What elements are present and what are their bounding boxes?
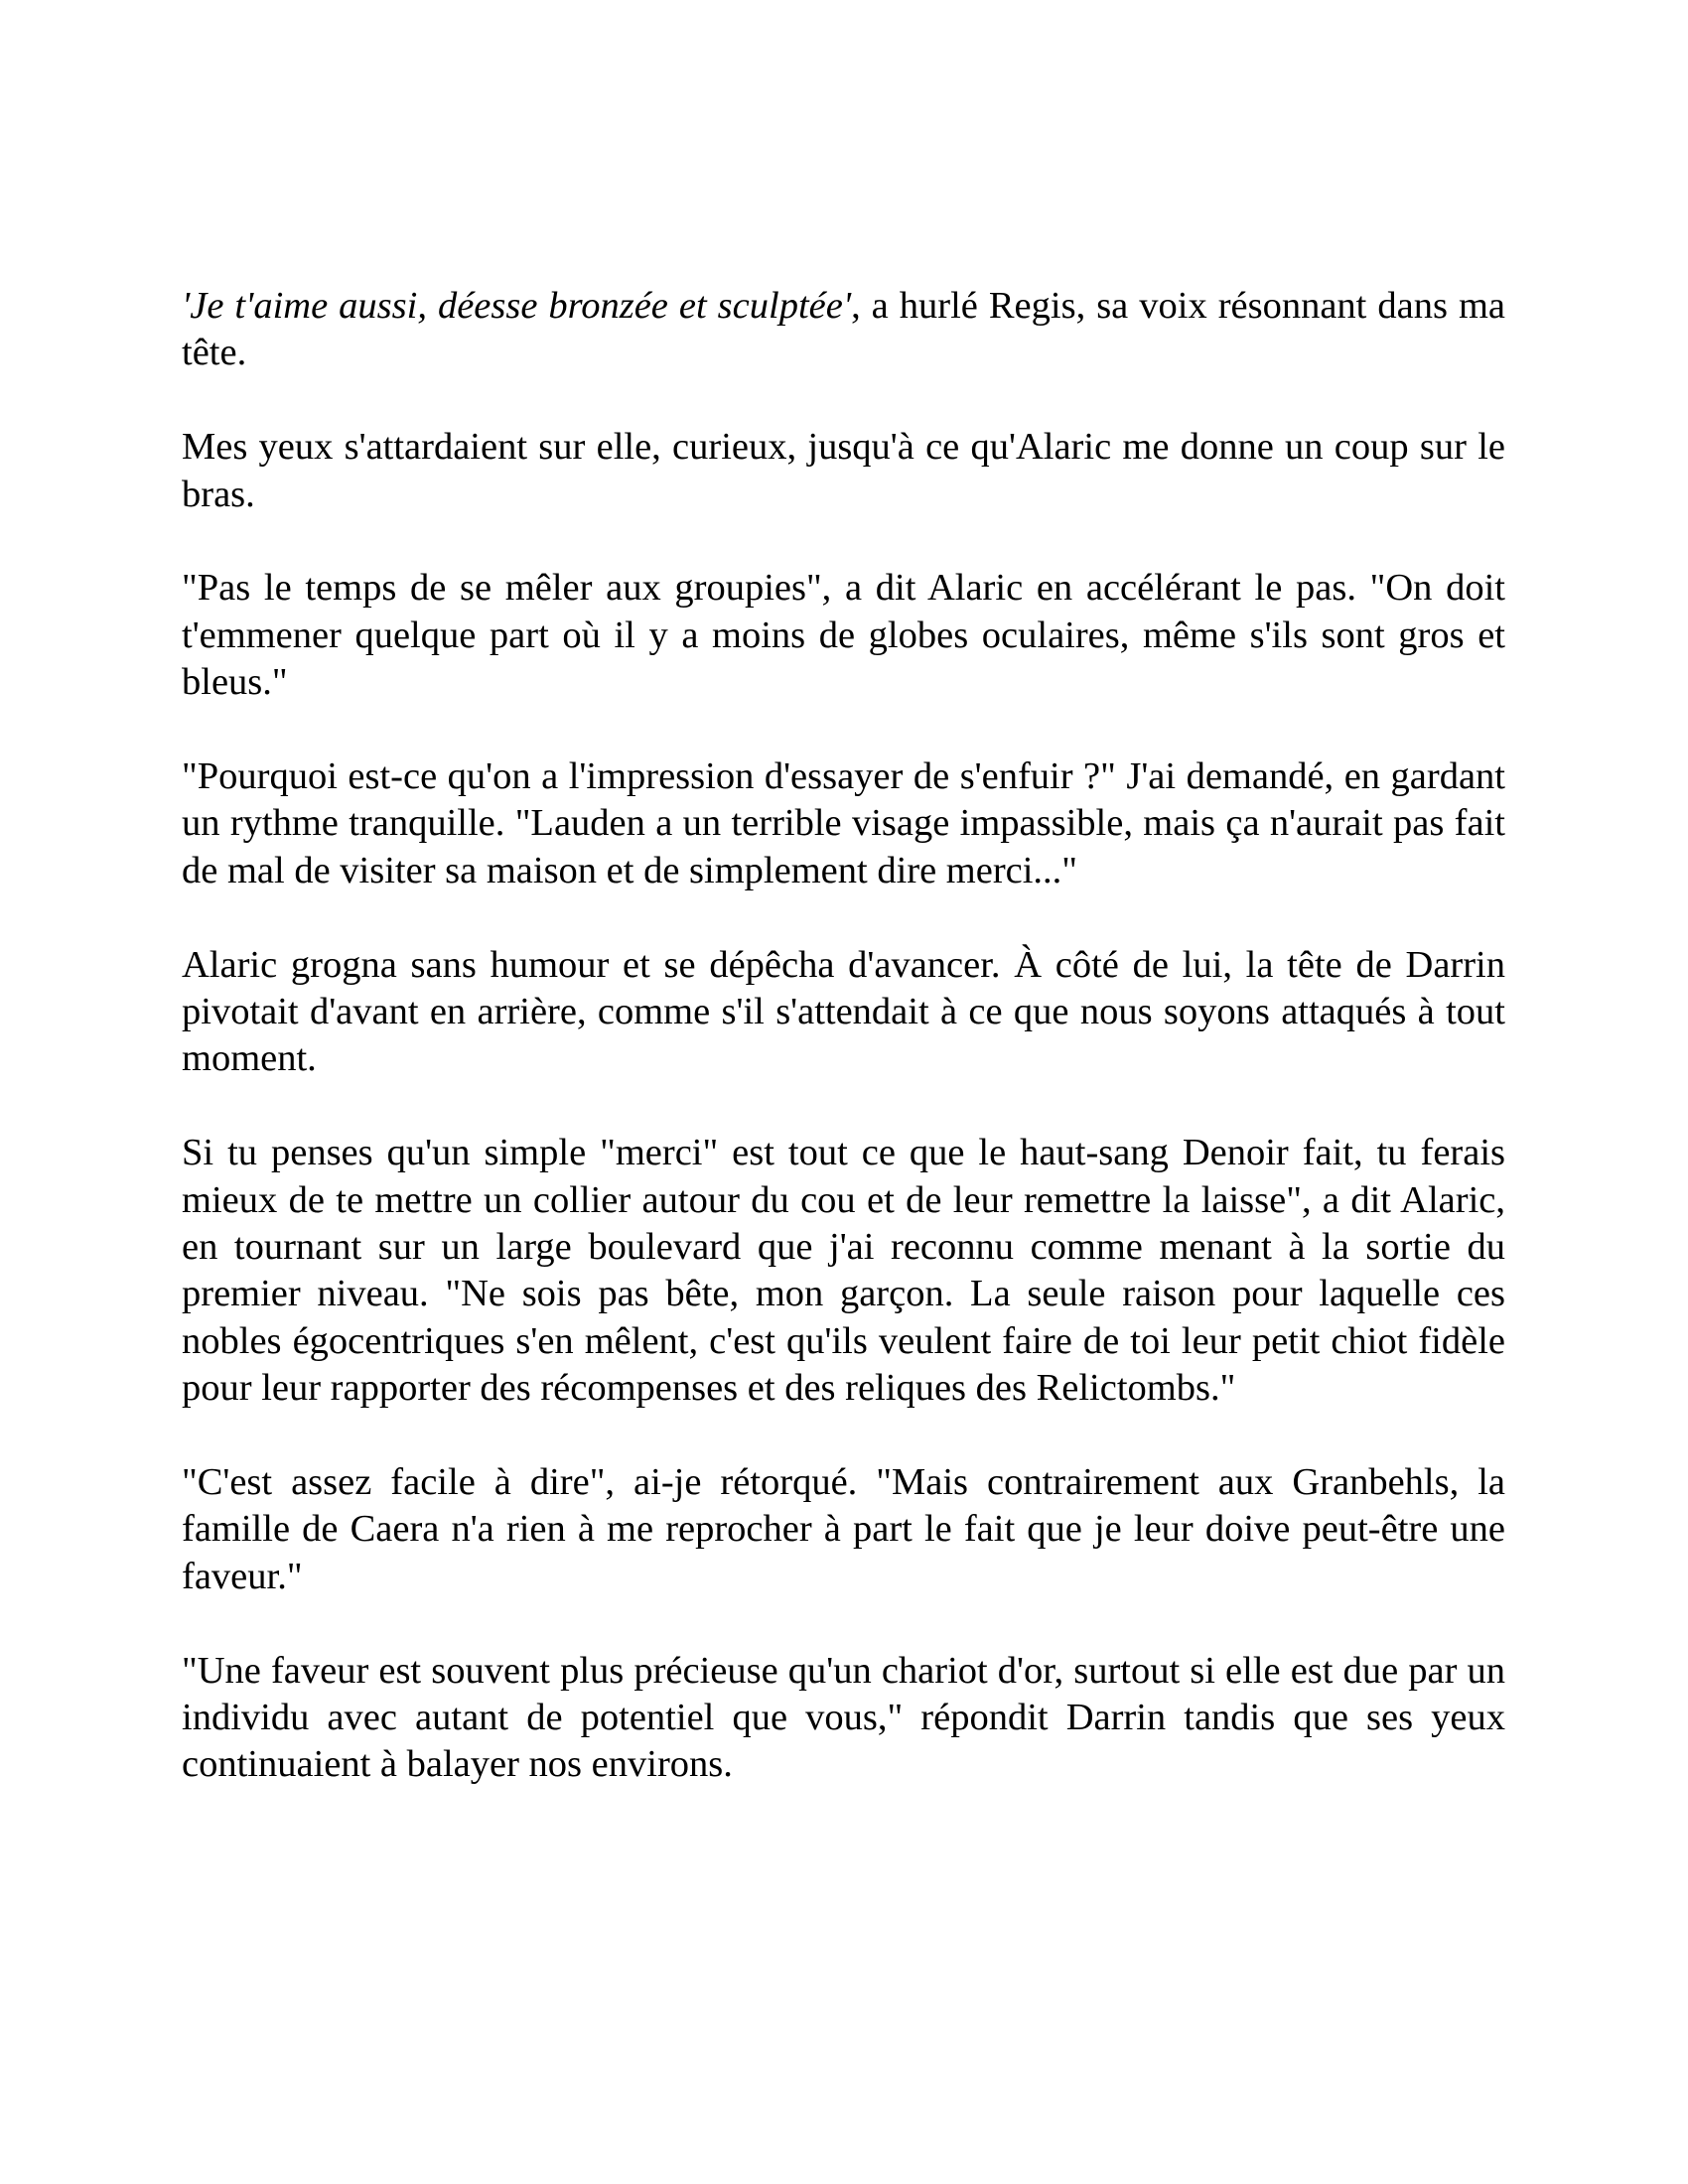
- paragraph-6: Si tu penses qu'un simple "merci" est tout ce que le haut-sang Denoir fait, tu ferais mieux de te mettre un collier autour du cou et de leur remettre la laisse", a dit Alaric, en tournant sur un large boulevard que j'ai reconnu comme menant à la sortie du premier niveau. "Ne sois pas bête, mon garçon. La seule raison pour laquelle ces nobles égocentriques s'en mêlent, c'est qu'ils veulent faire de toi leur petit chiot fidèle pour leur rapporter des récompenses et des reliques des Relictombs.": [182, 1132, 1505, 1410]
- paragraph-text: , a hurlé Regis, sa voix résonnant dans ma tête.: [182, 285, 1505, 374]
- paragraph-5: Alaric grogna sans humour et se dépêcha d'avancer. À côté de lui, la tête de Darrin pivotait d'avant en arrière, comme s'il s'attendait à ce que nous soyons attaqués à tout moment.: [182, 943, 1505, 1080]
- paragraph-2: Mes yeux s'attardaient sur elle, curieux, jusqu'à ce qu'Alaric me donne un coup sur le bras.: [182, 426, 1505, 515]
- paragraph-7: "C'est assez facile à dire", ai-je rétorqué. "Mais contrairement aux Granbehls, la famille de Caera n'a rien à me reprocher à part le fait que je leur doive peut-être une faveur.": [182, 1461, 1505, 1597]
- body-text: [182, 283, 1505, 1789]
- paragraph-3: "Pas le temps de se mêler aux groupies", a dit Alaric en accélérant le pas. "On doit t'emmener quelque part où il y a moins de globes oculaires, même s'ils sont gros et bleus.": [182, 567, 1505, 704]
- italic-telepathic-quote: 'Je t'aime aussi, déesse bronzée et sculptée': [182, 285, 852, 327]
- paragraph-1: [182, 283, 1505, 377]
- paragraph-4: "Pourquoi est-ce qu'on a l'impression d'essayer de s'enfuir ?" J'ai demandé, en gardant un rythme tranquille. "Lauden a un terrible visage impassible, mais ça n'aurait pas fait de mal de visiter sa maison et de simplement dire merci...": [182, 755, 1505, 891]
- paragraph-8: "Une faveur est souvent plus précieuse qu'un chariot d'or, surtout si elle est due par un individu avec autant de potentiel que vous," répondit Darrin tandis que ses yeux continuaient à balayer nos environs.: [182, 1649, 1505, 1786]
